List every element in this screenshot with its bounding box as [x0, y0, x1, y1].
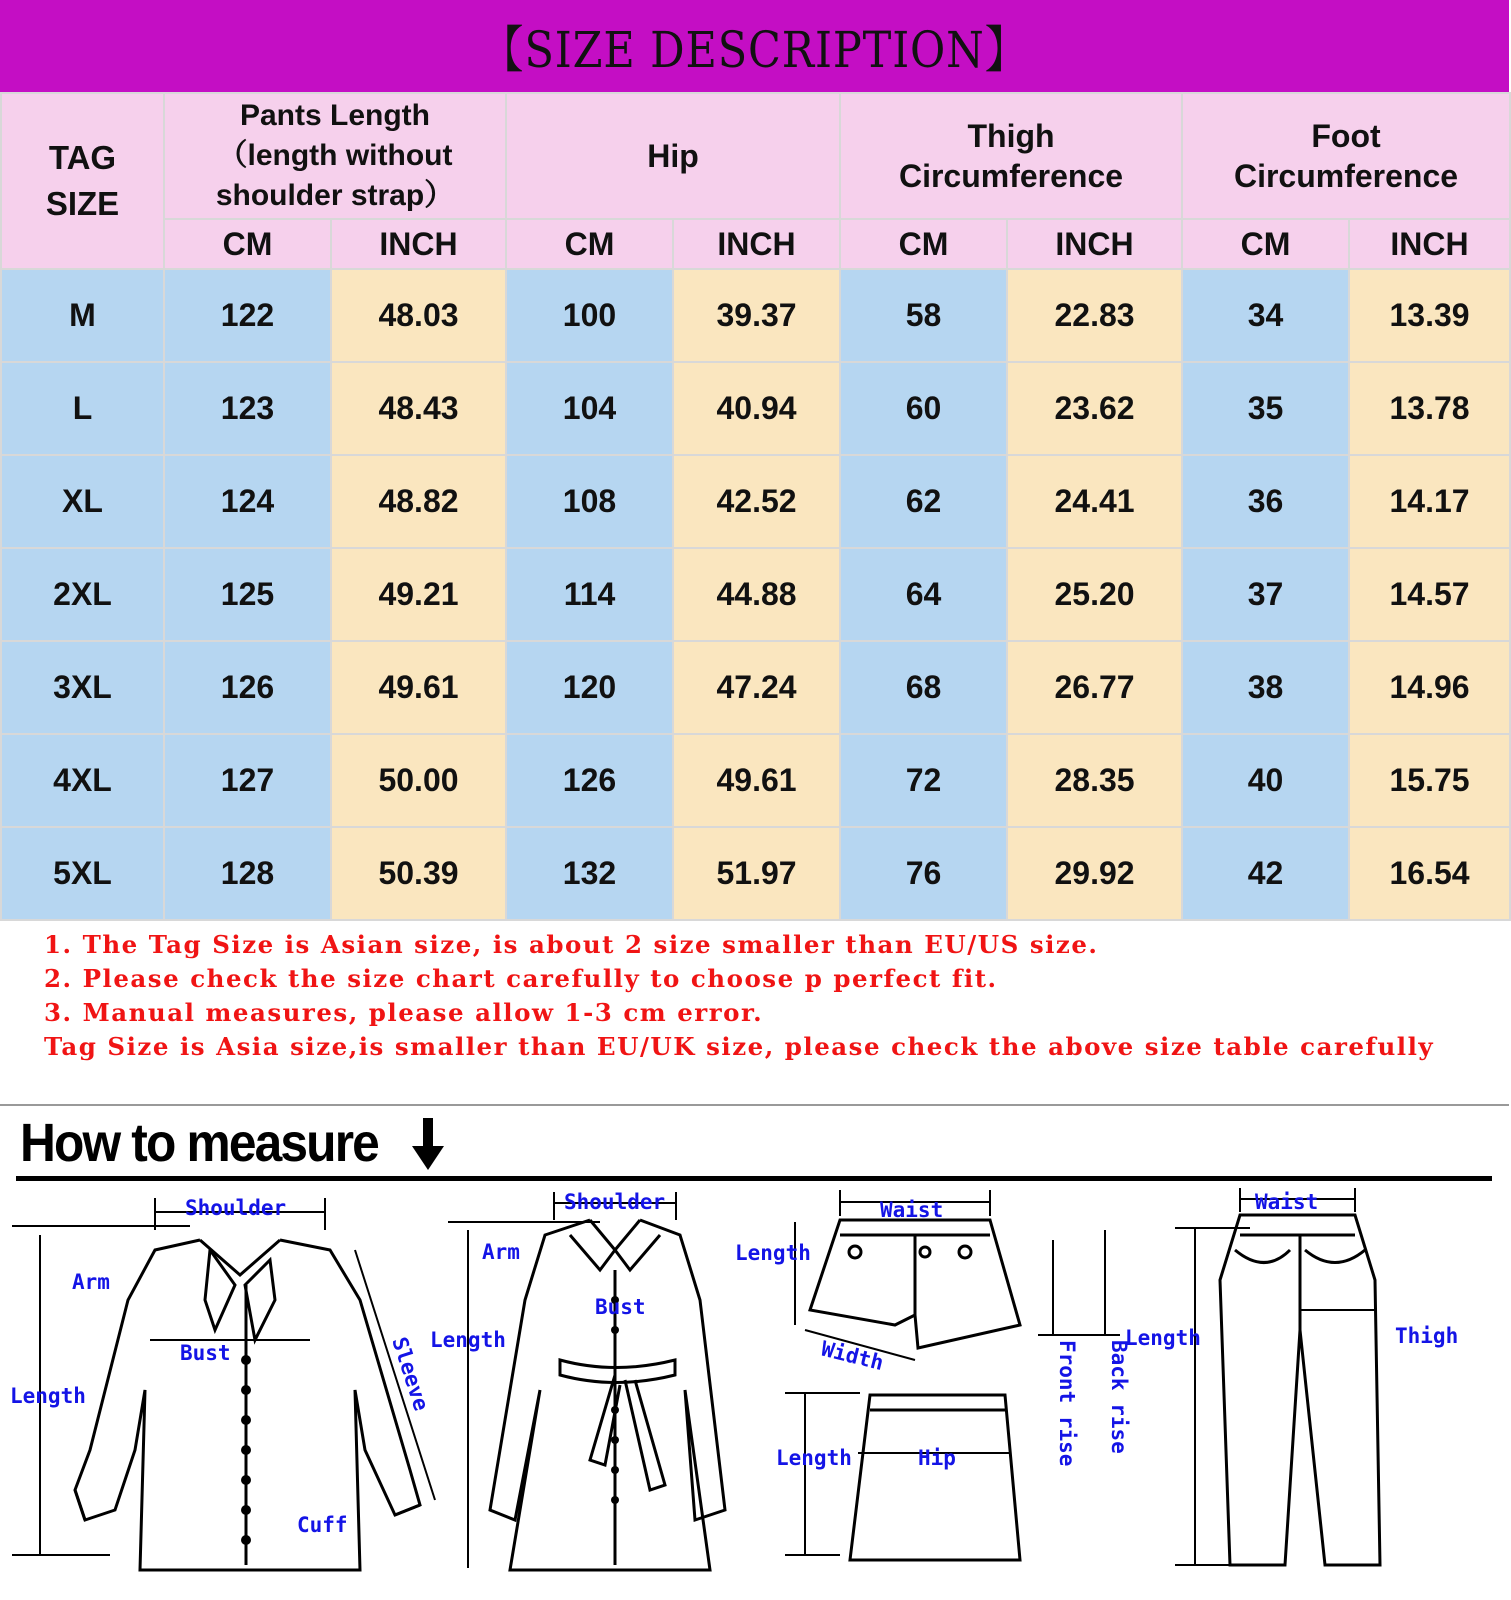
inch-value-cell: 47.24	[673, 641, 840, 734]
shirt-bust-label: Bust	[180, 1341, 231, 1365]
inch-value-cell: 25.20	[1007, 548, 1182, 641]
size-label-cell: XL	[1, 455, 164, 548]
inch-value-cell: 28.35	[1007, 734, 1182, 827]
shorts-skirt-diagram	[735, 1190, 1160, 1590]
inch-value-cell: 13.78	[1349, 362, 1510, 455]
table-row	[1, 641, 1510, 734]
table-row	[1, 734, 1510, 827]
size-label-cell: 2XL	[1, 548, 164, 641]
skirt-hip-label: Hip	[918, 1446, 956, 1470]
size-label-cell: M	[1, 269, 164, 362]
inch-value-cell: 49.21	[331, 548, 506, 641]
table-row	[1, 269, 1510, 362]
coat-arm-label: Arm	[482, 1240, 520, 1264]
cm-value-cell: 60	[840, 362, 1007, 455]
trousers-thigh-label: Thigh	[1395, 1324, 1459, 1348]
inch-value-cell: 14.96	[1349, 641, 1510, 734]
shorts-front-rise-label: Front rise	[1055, 1340, 1079, 1467]
cm-value-cell: 62	[840, 455, 1007, 548]
table-row	[1, 455, 1510, 548]
skirt-length-label: Length	[776, 1446, 852, 1470]
shirt-shoulder-label: Shoulder	[185, 1196, 287, 1220]
note-4: Tag Size is Asia size,is smaller than EU/UK size, please check the above size table carefully	[44, 1032, 1435, 1061]
shorts-width-label: Width	[818, 1336, 886, 1376]
unit-cm-header: CM	[1182, 219, 1349, 269]
inch-value-cell: 51.97	[673, 827, 840, 920]
size-label-cell: 5XL	[1, 827, 164, 920]
inch-value-cell: 14.57	[1349, 548, 1510, 641]
cm-value-cell: 76	[840, 827, 1007, 920]
how-to-measure-heading: How to measure	[20, 1113, 378, 1173]
cm-value-cell: 38	[1182, 641, 1349, 734]
cm-value-cell: 34	[1182, 269, 1349, 362]
inch-value-cell: 26.77	[1007, 641, 1182, 734]
unit-inch-header: INCH	[1349, 219, 1510, 269]
coat-diagram	[430, 1190, 770, 1590]
inch-value-cell: 48.03	[331, 269, 506, 362]
inch-value-cell: 14.17	[1349, 455, 1510, 548]
arrow-down-icon	[410, 1116, 446, 1172]
unit-cm-header: CM	[506, 219, 673, 269]
coat-length-label: Length	[430, 1328, 506, 1352]
shorts-back-rise-label: Back rise	[1107, 1340, 1131, 1454]
unit-inch-header: INCH	[331, 219, 506, 269]
cm-value-cell: 122	[164, 269, 331, 362]
cm-value-cell: 127	[164, 734, 331, 827]
cm-value-cell: 40	[1182, 734, 1349, 827]
inch-value-cell: 23.62	[1007, 362, 1182, 455]
coat-shoulder-label: Shoulder	[564, 1190, 666, 1214]
inch-value-cell: 49.61	[673, 734, 840, 827]
thigh-header: Thigh Circumference	[840, 93, 1182, 219]
cm-value-cell: 128	[164, 827, 331, 920]
section-divider	[0, 1104, 1509, 1106]
inch-value-cell: 15.75	[1349, 734, 1510, 827]
inch-value-cell: 48.82	[331, 455, 506, 548]
cm-value-cell: 68	[840, 641, 1007, 734]
size-label-cell: L	[1, 362, 164, 455]
inch-value-cell: 13.39	[1349, 269, 1510, 362]
cm-value-cell: 37	[1182, 548, 1349, 641]
hip-header: Hip	[506, 93, 840, 219]
note-3: 3. Manual measures, please allow 1-3 cm error.	[44, 998, 764, 1027]
cm-value-cell: 35	[1182, 362, 1349, 455]
inch-value-cell: 29.92	[1007, 827, 1182, 920]
inch-value-cell: 48.43	[331, 362, 506, 455]
cm-value-cell: 126	[506, 734, 673, 827]
unit-cm-header: CM	[840, 219, 1007, 269]
table-row	[1, 827, 1510, 920]
foot-header: Foot Circumference	[1182, 93, 1510, 219]
cm-value-cell: 42	[1182, 827, 1349, 920]
size-label-cell: 3XL	[1, 641, 164, 734]
note-2: 2. Please check the size chart carefully to choose p perfect fit.	[44, 964, 998, 993]
cm-value-cell: 58	[840, 269, 1007, 362]
cm-value-cell: 132	[506, 827, 673, 920]
inch-value-cell: 42.52	[673, 455, 840, 548]
cm-value-cell: 126	[164, 641, 331, 734]
size-label-cell: 4XL	[1, 734, 164, 827]
inch-value-cell: 44.88	[673, 548, 840, 641]
heading-rule	[16, 1176, 1492, 1181]
shirt-arm-label: Arm	[72, 1270, 110, 1294]
table-row	[1, 548, 1510, 641]
inch-value-cell: 49.61	[331, 641, 506, 734]
shorts-length-label: Length	[735, 1241, 811, 1265]
unit-inch-header: INCH	[673, 219, 840, 269]
page-title: 【SIZE DESCRIPTION】	[480, 21, 1029, 79]
cm-value-cell: 72	[840, 734, 1007, 827]
coat-bust-label: Bust	[595, 1295, 646, 1319]
cm-value-cell: 125	[164, 548, 331, 641]
notes	[44, 928, 1484, 1064]
pants-length-header: Pants Length （length without shoulder strap）	[164, 93, 506, 219]
trousers-length-label: Length	[1125, 1326, 1201, 1350]
cm-value-cell: 100	[506, 269, 673, 362]
inch-value-cell: 50.00	[331, 734, 506, 827]
note-1: 1. The Tag Size is Asian size, is about 2 size smaller than EU/US size.	[44, 930, 1099, 959]
tag-size-header: TAG SIZE	[1, 93, 164, 269]
shirt-cuff-label: Cuff	[297, 1513, 348, 1537]
table-row	[1, 362, 1510, 455]
unit-inch-header: INCH	[1007, 219, 1182, 269]
cm-value-cell: 123	[164, 362, 331, 455]
shirt-diagram	[0, 1190, 450, 1590]
unit-cm-header: CM	[164, 219, 331, 269]
title-bar	[0, 0, 1509, 92]
shorts-waist-label: Waist	[880, 1198, 944, 1222]
inch-value-cell: 16.54	[1349, 827, 1510, 920]
cm-value-cell: 124	[164, 455, 331, 548]
cm-value-cell: 114	[506, 548, 673, 641]
inch-value-cell: 22.83	[1007, 269, 1182, 362]
cm-value-cell: 108	[506, 455, 673, 548]
cm-value-cell: 64	[840, 548, 1007, 641]
shirt-length-label: Length	[10, 1384, 86, 1408]
cm-value-cell: 104	[506, 362, 673, 455]
inch-value-cell: 50.39	[331, 827, 506, 920]
size-table	[0, 92, 1511, 921]
inch-value-cell: 40.94	[673, 362, 840, 455]
inch-value-cell: 24.41	[1007, 455, 1182, 548]
cm-value-cell: 120	[506, 641, 673, 734]
trousers-diagram	[1125, 1190, 1500, 1590]
trousers-waist-label: Waist	[1255, 1190, 1319, 1214]
shirt-sleeve-label: Sleeve	[387, 1334, 434, 1414]
inch-value-cell: 39.37	[673, 269, 840, 362]
cm-value-cell: 36	[1182, 455, 1349, 548]
